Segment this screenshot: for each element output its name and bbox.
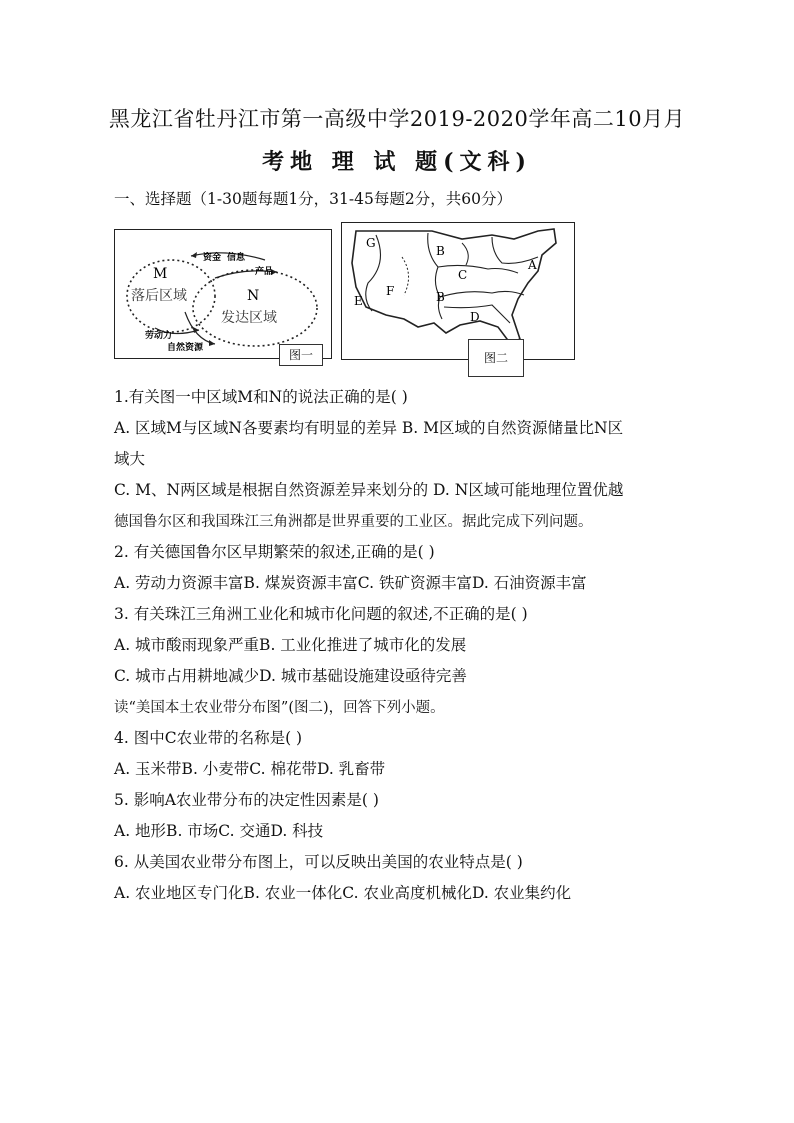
question-6-options: A. 农业地区专门化B. 农业一体化C. 农业高度机械化D. 农业集约化 xyxy=(114,884,572,902)
question-3-stem: 3. 有关珠江三角洲工业化和城市化问题的叙述,不正确的是( ) xyxy=(114,605,528,623)
question-2-options: A. 劳动力资源丰富B. 煤炭资源丰富C. 铁矿资源丰富D. 石油资源丰富 xyxy=(114,574,587,592)
question-5-stem: 5. 影响A农业带分布的决定性因素是( ) xyxy=(114,791,379,809)
region-n-letter: N xyxy=(247,288,260,304)
region-n-name: 发达区域 xyxy=(221,310,277,326)
flow-labor-label: 劳动力 xyxy=(145,331,173,341)
arrow-resources xyxy=(185,312,215,344)
question-4-options: A. 玉米带B. 小麦带C. 棉花带D. 乳畜带 xyxy=(114,760,386,778)
exam-title-line-2: 考地 理 试 题(文科) xyxy=(262,149,532,175)
interior-boundary xyxy=(402,257,409,295)
belt-label-b-south: B xyxy=(436,290,445,304)
region-m-letter: M xyxy=(153,266,168,282)
question-5-options: A. 地形B. 市场C. 交通D. 科技 xyxy=(114,822,324,840)
question-1-options-cd: C. M、N两区域是根据自然资源差异来划分的 D. N区域可能地理位置优越 xyxy=(114,481,624,499)
material-ruhr-pearl-river: 德国鲁尔区和我国珠江三角洲都是世界重要的工业区。据此完成下列问题。 xyxy=(114,514,593,530)
flow-product-label: 产品 xyxy=(255,267,274,277)
belt-label-e: E xyxy=(354,294,363,308)
question-2-stem: 2. 有关德国鲁尔区早期繁荣的叙述,正确的是( ) xyxy=(114,543,435,561)
figure-2-us-agriculture-map xyxy=(341,222,575,365)
belt-boundary-corn-north xyxy=(438,265,518,273)
figure-2-canvas xyxy=(342,223,574,359)
flow-resources-label: 自然资源 xyxy=(167,343,204,353)
region-m-name: 落后区域 xyxy=(131,288,187,304)
flow-info-label: 信息 xyxy=(227,253,246,263)
belt-label-b-north: B xyxy=(436,244,445,258)
belt-label-a: A xyxy=(528,258,537,272)
figure-2-label: 图二 xyxy=(468,339,524,377)
question-1-options-b-cont: 域大 xyxy=(114,450,146,468)
belt-boundary-corn-south xyxy=(440,291,524,297)
question-1-options-ab: A. 区域M与区域N各要素均有明显的差异 B. M区域的自然资源储量比N区 xyxy=(114,419,624,437)
figure-1-canvas xyxy=(115,230,331,358)
section-heading: 一、选择题（1-30题每题1分，31-45每题2分，共60分） xyxy=(114,190,512,208)
flow-capital-label: 资金 xyxy=(203,253,222,263)
belt-label-f: F xyxy=(386,284,395,298)
belt-label-g: G xyxy=(366,236,376,250)
exam-title-line-1: 黑龙江省牡丹江市第一高级中学2019-2020学年高二10月月 xyxy=(108,107,686,131)
material-us-agriculture: 读“美国本土农业带分布图”(图二)，回答下列小题。 xyxy=(114,700,445,716)
us-outline xyxy=(352,229,556,343)
belt-label-c: C xyxy=(458,268,468,282)
question-4-stem: 4. 图中C农业带的名称是( ) xyxy=(114,729,303,747)
question-3-options-ab: A. 城市酸雨现象严重B. 工业化推进了城市化的发展 xyxy=(114,636,467,654)
figure-1-region-diagram xyxy=(114,229,332,362)
belt-label-d: D xyxy=(470,310,480,324)
question-1-stem: 1.有关图一中区域M和N的说法正确的是( ) xyxy=(114,388,408,406)
figure-1-label: 图一 xyxy=(279,344,323,366)
interior-boundary-2 xyxy=(462,243,468,265)
question-3-options-cd: C. 城市占用耕地减少D. 城市基础设施建设亟待完善 xyxy=(114,667,467,685)
question-6-stem: 6. 从美国农业带分布图上，可以反映出美国的农业特点是( ) xyxy=(114,853,523,871)
